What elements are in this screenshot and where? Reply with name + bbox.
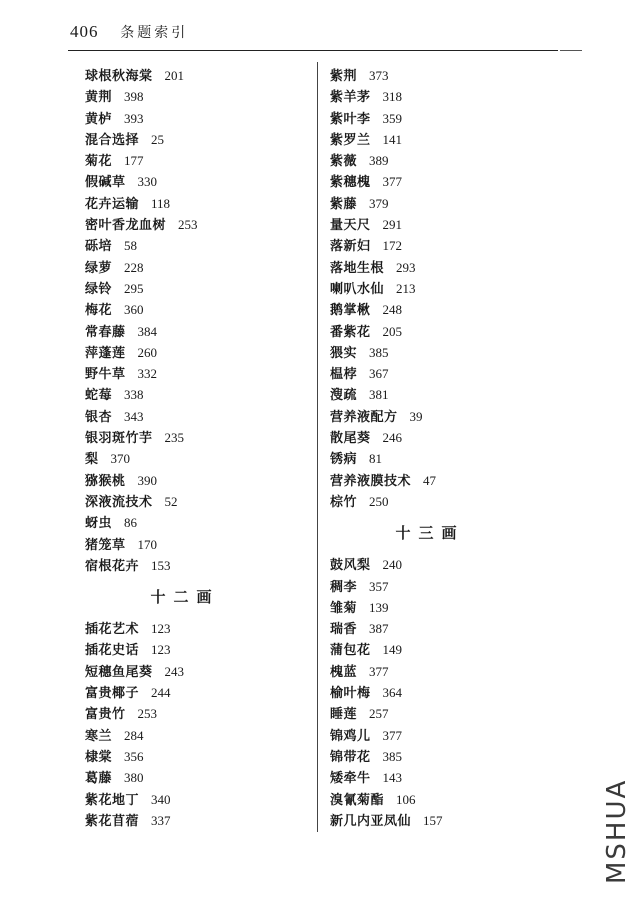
entry-page-number: 118 bbox=[151, 195, 171, 211]
entry-term: 绿铃 bbox=[85, 281, 113, 297]
entry-page-number: 385 bbox=[382, 748, 403, 764]
index-entry bbox=[85, 491, 315, 512]
left-entries-b bbox=[85, 618, 315, 831]
entry-page-number: 385 bbox=[369, 344, 389, 360]
index-entry bbox=[85, 108, 315, 129]
entry-term: 落地生根 bbox=[330, 260, 385, 276]
index-entry bbox=[85, 235, 315, 256]
page-number: 406 bbox=[70, 22, 99, 41]
entry-page-number: 377 bbox=[382, 174, 403, 190]
entry-page-number: 360 bbox=[124, 302, 144, 318]
index-entry bbox=[330, 342, 560, 363]
index-entry bbox=[85, 299, 315, 320]
entry-term: 矮牵牛 bbox=[330, 771, 371, 787]
entry-term: 睡莲 bbox=[330, 707, 358, 723]
entry-term: 喇叭水仙 bbox=[330, 281, 385, 297]
entry-page-number: 398 bbox=[124, 89, 144, 105]
entry-page-number: 318 bbox=[382, 89, 403, 105]
entry-term: 紫羊茅 bbox=[330, 90, 371, 106]
entry-page-number: 139 bbox=[369, 599, 389, 615]
entry-term: 棣棠 bbox=[85, 749, 113, 765]
index-entry bbox=[330, 406, 560, 427]
index-entry bbox=[85, 639, 315, 660]
index-entry bbox=[85, 171, 315, 192]
entry-page-number: 284 bbox=[124, 727, 144, 743]
entry-page-number: 380 bbox=[124, 770, 144, 786]
entry-term: 锈病 bbox=[330, 452, 358, 468]
entry-page-number: 359 bbox=[382, 110, 403, 126]
index-entry bbox=[85, 810, 315, 831]
index-entry bbox=[85, 661, 315, 682]
entry-term: 蚜虫 bbox=[85, 516, 113, 532]
index-entry bbox=[85, 534, 315, 555]
entry-term: 猥实 bbox=[330, 345, 358, 361]
entry-term: 银羽斑竹芋 bbox=[85, 431, 153, 447]
index-entry bbox=[85, 618, 315, 639]
entry-page-number: 295 bbox=[124, 280, 144, 296]
index-entry bbox=[85, 470, 315, 491]
index-entry bbox=[85, 406, 315, 427]
entry-page-number: 338 bbox=[124, 387, 144, 403]
entry-page-number: 248 bbox=[382, 302, 403, 318]
entry-page-number: 157 bbox=[423, 812, 443, 828]
index-entry bbox=[330, 65, 560, 86]
entry-term: 插花史话 bbox=[85, 643, 140, 659]
entry-page-number: 244 bbox=[151, 685, 171, 701]
entry-term: 猪笼草 bbox=[85, 537, 126, 553]
entry-page-number: 343 bbox=[124, 408, 144, 424]
index-entry bbox=[85, 278, 315, 299]
entry-page-number: 170 bbox=[137, 536, 158, 552]
entry-page-number: 381 bbox=[369, 387, 389, 403]
entry-term: 溴氰菊酯 bbox=[330, 792, 385, 808]
index-entry bbox=[330, 789, 560, 810]
entry-term: 短穗鱼尾葵 bbox=[85, 664, 153, 680]
entry-page-number: 340 bbox=[151, 791, 171, 807]
entry-term: 常春藤 bbox=[85, 324, 126, 340]
entry-page-number: 389 bbox=[369, 153, 389, 169]
entry-term: 稠李 bbox=[330, 579, 358, 595]
entry-term: 紫花苜蓿 bbox=[85, 813, 140, 829]
entry-term: 假碱草 bbox=[85, 175, 126, 191]
entry-term: 寒兰 bbox=[85, 728, 113, 744]
index-entry bbox=[85, 193, 315, 214]
index-entry bbox=[330, 491, 560, 512]
entry-page-number: 106 bbox=[396, 791, 416, 807]
entry-page-number: 260 bbox=[137, 344, 158, 360]
entry-term: 猕猴桃 bbox=[85, 473, 126, 489]
entry-page-number: 246 bbox=[382, 430, 403, 446]
entry-term: 溲疏 bbox=[330, 388, 358, 404]
watermark-text: MSHUA bbox=[602, 778, 632, 884]
entry-term: 蒲包花 bbox=[330, 643, 371, 659]
right-entries-b bbox=[330, 554, 560, 831]
index-entry bbox=[330, 384, 560, 405]
index-entry bbox=[330, 235, 560, 256]
entry-term: 棕竹 bbox=[330, 494, 358, 510]
index-entry bbox=[330, 278, 560, 299]
index-entry bbox=[330, 108, 560, 129]
entry-term: 球根秋海棠 bbox=[85, 69, 153, 84]
entry-term: 混合选择 bbox=[85, 132, 140, 148]
entry-term: 槐蓝 bbox=[330, 664, 358, 680]
entry-term: 营养液膜技术 bbox=[330, 473, 412, 489]
entry-page-number: 384 bbox=[137, 323, 158, 339]
watermark bbox=[600, 778, 636, 886]
entry-term: 葛藤 bbox=[85, 771, 113, 787]
entry-page-number: 387 bbox=[369, 621, 389, 637]
entry-page-number: 390 bbox=[137, 472, 158, 488]
entry-term: 榅桲 bbox=[330, 367, 358, 383]
index-entry bbox=[85, 725, 315, 746]
index-entry bbox=[85, 512, 315, 533]
entry-term: 黄栌 bbox=[85, 111, 113, 127]
running-title: 条题索引 bbox=[120, 25, 189, 41]
index-entry bbox=[330, 129, 560, 150]
index-entry bbox=[330, 682, 560, 703]
index-entry bbox=[330, 576, 560, 597]
entry-page-number: 81 bbox=[369, 451, 383, 467]
index-entry bbox=[330, 810, 560, 831]
entry-page-number: 39 bbox=[409, 408, 423, 424]
entry-term: 富贵椰子 bbox=[85, 686, 140, 702]
section-head-thirteen-strokes: 十三画 bbox=[395, 524, 465, 543]
entry-term: 富贵竹 bbox=[85, 707, 126, 723]
index-entry bbox=[330, 86, 560, 107]
index-entry bbox=[330, 427, 560, 448]
entry-term: 野牛草 bbox=[85, 367, 126, 383]
entry-page-number: 367 bbox=[369, 366, 389, 382]
entry-page-number: 47 bbox=[423, 472, 437, 488]
index-entry bbox=[85, 427, 315, 448]
index-entry bbox=[330, 299, 560, 320]
entry-page-number: 149 bbox=[382, 642, 403, 658]
entry-page-number: 141 bbox=[382, 131, 403, 147]
index-entry bbox=[330, 639, 560, 660]
entry-page-number: 377 bbox=[382, 727, 403, 743]
index-entry bbox=[330, 703, 560, 724]
column-divider bbox=[317, 62, 318, 832]
index-entry bbox=[330, 767, 560, 788]
entry-page-number: 213 bbox=[396, 280, 416, 296]
header-rule bbox=[68, 50, 558, 51]
entry-page-number: 123 bbox=[151, 621, 171, 637]
entry-term: 黄荆 bbox=[85, 90, 113, 106]
entry-page-number: 379 bbox=[369, 195, 389, 211]
index-entry bbox=[330, 363, 560, 384]
entry-term: 雏菊 bbox=[330, 600, 358, 616]
section-head-twelve-strokes: 十二画 bbox=[150, 588, 220, 607]
entry-term: 紫荆 bbox=[330, 69, 358, 84]
index-entry bbox=[85, 682, 315, 703]
entry-term: 紫薇 bbox=[330, 154, 358, 170]
index-entry bbox=[330, 554, 560, 575]
entry-term: 锦鸡儿 bbox=[330, 728, 371, 744]
entry-term: 插花艺术 bbox=[85, 622, 140, 638]
entry-term: 紫藤 bbox=[330, 196, 358, 212]
entry-term: 散尾葵 bbox=[330, 431, 371, 447]
entry-term: 银杏 bbox=[85, 409, 113, 425]
entry-page-number: 293 bbox=[396, 259, 416, 275]
entry-page-number: 250 bbox=[369, 493, 389, 509]
entry-term: 锦带花 bbox=[330, 749, 371, 765]
entry-page-number: 177 bbox=[124, 153, 144, 169]
entry-term: 紫花地丁 bbox=[85, 792, 140, 808]
index-entry bbox=[330, 257, 560, 278]
entry-page-number: 253 bbox=[178, 217, 198, 233]
entry-page-number: 356 bbox=[124, 748, 144, 764]
entry-term: 鼓风梨 bbox=[330, 558, 371, 574]
entry-page-number: 291 bbox=[382, 217, 403, 233]
entry-page-number: 370 bbox=[110, 451, 131, 467]
index-entry bbox=[85, 214, 315, 235]
index-entry bbox=[330, 150, 560, 171]
entry-term: 落新妇 bbox=[330, 239, 371, 255]
index-entry bbox=[330, 618, 560, 639]
index-entry bbox=[330, 171, 560, 192]
entry-term: 梨 bbox=[85, 452, 99, 468]
entry-term: 绿萝 bbox=[85, 260, 113, 276]
entry-term: 萍蓬莲 bbox=[85, 345, 126, 361]
index-entry bbox=[85, 746, 315, 767]
entry-page-number: 373 bbox=[369, 68, 389, 83]
right-column bbox=[330, 65, 560, 831]
index-entry bbox=[85, 363, 315, 384]
index-entry bbox=[330, 661, 560, 682]
entry-page-number: 86 bbox=[124, 515, 138, 531]
entry-term: 瑞香 bbox=[330, 622, 358, 638]
page-header bbox=[70, 22, 188, 42]
index-entry bbox=[330, 193, 560, 214]
index-entry bbox=[330, 746, 560, 767]
index-entry bbox=[85, 703, 315, 724]
left-entries-a bbox=[85, 65, 315, 576]
entry-term: 菊花 bbox=[85, 154, 113, 170]
entry-page-number: 52 bbox=[164, 493, 178, 509]
entry-term: 紫罗兰 bbox=[330, 132, 371, 148]
right-entries-a bbox=[330, 65, 560, 512]
entry-term: 新几内亚凤仙 bbox=[330, 813, 412, 829]
index-entry bbox=[85, 257, 315, 278]
entry-page-number: 25 bbox=[151, 131, 165, 147]
entry-page-number: 153 bbox=[151, 557, 171, 573]
entry-page-number: 253 bbox=[137, 706, 158, 722]
entry-page-number: 364 bbox=[382, 685, 403, 701]
entry-page-number: 330 bbox=[137, 174, 158, 190]
entry-page-number: 228 bbox=[124, 259, 144, 275]
index-entry bbox=[85, 86, 315, 107]
index-entry bbox=[85, 321, 315, 342]
index-entry bbox=[330, 214, 560, 235]
entry-page-number: 257 bbox=[369, 706, 389, 722]
entry-term: 花卉运输 bbox=[85, 196, 140, 212]
index-entry bbox=[85, 129, 315, 150]
entry-term: 鹅掌楸 bbox=[330, 303, 371, 319]
index-entry bbox=[330, 470, 560, 491]
entry-page-number: 123 bbox=[151, 642, 171, 658]
index-entry bbox=[330, 321, 560, 342]
entry-term: 蛇莓 bbox=[85, 388, 113, 404]
entry-term: 榆叶梅 bbox=[330, 686, 371, 702]
index-entry bbox=[85, 767, 315, 788]
index-entry bbox=[85, 448, 315, 469]
entry-term: 紫叶李 bbox=[330, 111, 371, 127]
entry-page-number: 337 bbox=[151, 812, 171, 828]
header-rule-tail bbox=[560, 50, 582, 51]
entry-term: 紫穗槐 bbox=[330, 175, 371, 191]
left-column bbox=[85, 65, 315, 831]
index-entry bbox=[85, 789, 315, 810]
entry-term: 密叶香龙血树 bbox=[85, 218, 167, 234]
index-entry bbox=[85, 555, 315, 576]
index-entry bbox=[85, 65, 315, 86]
entry-term: 番紫花 bbox=[330, 324, 371, 340]
entry-page-number: 205 bbox=[382, 323, 403, 339]
entry-term: 量天尺 bbox=[330, 218, 371, 234]
index-entry bbox=[330, 597, 560, 618]
entry-page-number: 143 bbox=[382, 770, 403, 786]
entry-term: 深液流技术 bbox=[85, 494, 153, 510]
index-entry bbox=[330, 725, 560, 746]
entry-page-number: 240 bbox=[382, 557, 403, 573]
entry-term: 砾培 bbox=[85, 239, 113, 255]
entry-term: 宿根花卉 bbox=[85, 558, 140, 574]
entry-term: 梅花 bbox=[85, 303, 113, 319]
entry-page-number: 357 bbox=[369, 578, 389, 594]
index-entry bbox=[85, 150, 315, 171]
entry-page-number: 201 bbox=[164, 68, 185, 83]
index-entry bbox=[85, 342, 315, 363]
entry-term: 营养液配方 bbox=[330, 409, 398, 425]
entry-page-number: 58 bbox=[124, 238, 138, 254]
entry-page-number: 393 bbox=[124, 110, 144, 126]
entry-page-number: 172 bbox=[382, 238, 403, 254]
entry-page-number: 235 bbox=[164, 430, 185, 446]
entry-page-number: 332 bbox=[137, 366, 158, 382]
index-entry bbox=[85, 384, 315, 405]
entry-page-number: 243 bbox=[164, 663, 185, 679]
entry-page-number: 377 bbox=[369, 663, 389, 679]
index-entry bbox=[330, 448, 560, 469]
